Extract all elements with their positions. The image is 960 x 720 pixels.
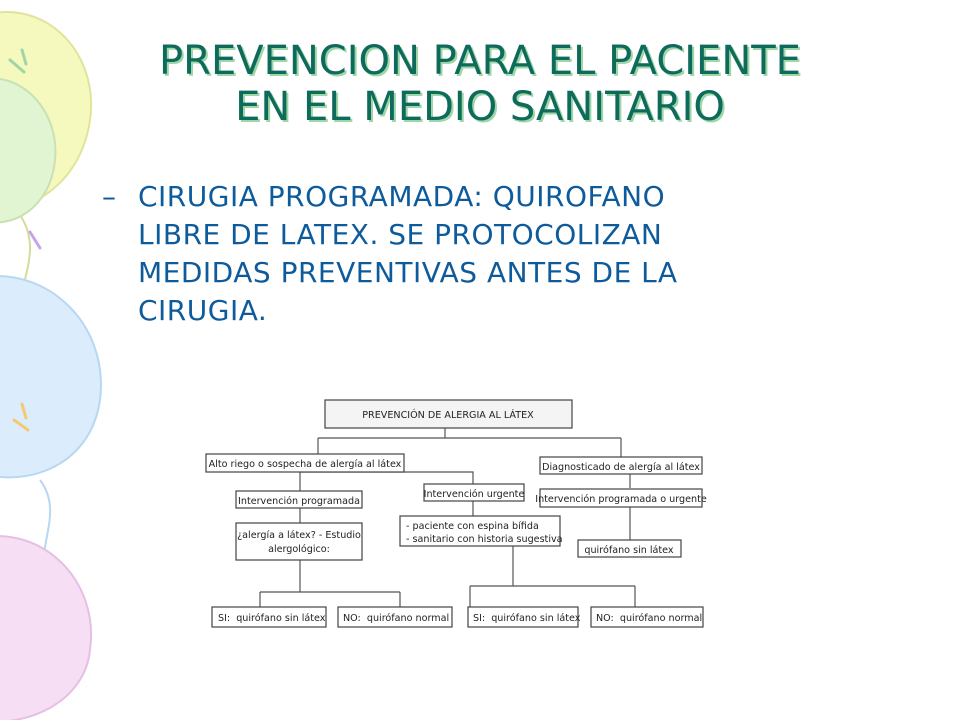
bullet-line: CIRUGIA PROGRAMADA: QUIROFANO: [138, 180, 666, 213]
urgent-cases-label: - paciente con espina bífida: [406, 521, 539, 532]
bullet-dash: –: [102, 180, 117, 213]
slide-title-line: PREVENCION PARA EL PACIENTE: [159, 38, 801, 84]
root-label: PREVENCIÓN DE ALERGIA AL LÁTEX: [362, 410, 534, 421]
root-box: [325, 400, 572, 428]
high-risk-label: Alto riego o sospecha de alergía al látex: [208, 459, 402, 470]
pink-balloon: [0, 536, 91, 720]
programmed-box: [236, 491, 362, 508]
slide-title-line: EN EL MEDIO SANITARIO: [235, 84, 725, 130]
urgent-label: Intervención urgente: [423, 489, 525, 500]
allergy-study-box: [236, 523, 362, 560]
latex-free-label: quirófano sin látex: [584, 545, 674, 556]
programmed-or-urgent-label: Intervención programada o urgente: [535, 494, 707, 505]
leaf-si-text: quirófano sin látex: [236, 613, 326, 624]
leaf-no-label: NO:: [596, 613, 614, 624]
leaf-si-box: [212, 607, 326, 627]
allergy-study-label: ¿alergía a látex? - Estudio: [237, 530, 361, 541]
diagnosed-label: Diagnosticado de alergía al látex: [542, 462, 700, 473]
leaf-si-text: quirófano sin látex: [491, 613, 581, 624]
diagnosed-box: [540, 457, 702, 474]
bullet-line: MEDIDAS PREVENTIVAS ANTES DE LA: [138, 256, 678, 289]
latex-allergy-flowchart: [200, 390, 710, 635]
high-risk-box: [206, 454, 404, 472]
bullet-point: [102, 178, 862, 330]
programmed-or-urgent-box: [535, 489, 707, 507]
bullet-text: [138, 178, 862, 330]
sparkle-icon: [30, 232, 40, 248]
leaf-no-label: NO:: [343, 613, 361, 624]
leaf-no-text: quirófano normal: [366, 613, 450, 624]
leaf-si-label: SI:: [218, 613, 231, 624]
latex-free-box: [578, 540, 681, 557]
slide-title: [40, 38, 920, 130]
leaf-no-box: [338, 607, 452, 627]
leaf-si-label: SI:: [473, 613, 486, 624]
urgent-cases-box: [400, 516, 563, 546]
bullet-line: LIBRE DE LATEX. SE PROTOCOLIZAN: [138, 218, 663, 251]
leaf-no-box: [591, 607, 703, 627]
urgent-cases-label: - sanitario con historia sugestiva: [406, 534, 563, 545]
allergy-study-label: alergológico:: [268, 544, 330, 555]
leaf-no-text: quirófano normal: [619, 613, 703, 624]
svg-text:NO: quirófano normal: [596, 612, 702, 624]
programmed-label: Intervención programada: [238, 496, 360, 507]
urgent-box: [424, 484, 525, 501]
blue-balloon: [0, 276, 101, 477]
leaf-si-box: [468, 607, 581, 627]
svg-text:NO: quirófano normal: [343, 612, 449, 624]
bullet-line: CIRUGIA.: [138, 294, 268, 327]
